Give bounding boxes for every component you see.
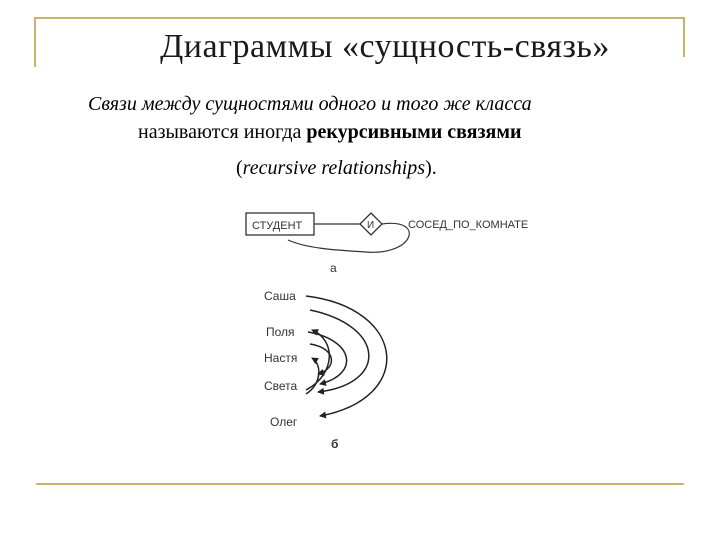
instance-name-oleg: Олег [270, 415, 298, 429]
frame-top-line [36, 17, 684, 19]
figure-b-caption: б [331, 437, 339, 451]
arc-arrow-3 [308, 332, 347, 384]
entity-label: СТУДЕНТ [252, 220, 303, 232]
instance-name-polya: Поля [266, 325, 295, 339]
description-line-1: Связи между сущностями одного и того же класса [88, 93, 532, 115]
frame-bottom-line [36, 483, 684, 485]
relation-return-arc [288, 223, 409, 252]
description-line-2 [88, 118, 648, 146]
instance-name-nastya: Настя [264, 351, 298, 365]
arc-arrow-6 [306, 330, 329, 390]
slide-title: Диаграммы «сущность-связь» [160, 28, 610, 65]
relation-name: СОСЕД_ПО_КОМНАТЕ [408, 219, 529, 231]
instance-name-sveta: Света [264, 379, 298, 393]
recursive-relationships-term: рекурсивными связями [306, 121, 522, 143]
description-paragraph [88, 90, 648, 182]
paren-close: ). [425, 157, 437, 179]
figure-a-caption: а [330, 261, 337, 275]
paren-open: ( [236, 157, 243, 179]
er-diagram-figure [236, 198, 556, 458]
figure-a [246, 213, 528, 275]
description-line-3 [88, 154, 648, 182]
instance-name-sasha: Саша [264, 289, 296, 303]
english-term: recursive relationships [242, 157, 426, 179]
relation-symbol: И [367, 220, 375, 231]
description-line-2-prefix: называются иногда [138, 121, 307, 143]
figure-b [264, 289, 387, 451]
